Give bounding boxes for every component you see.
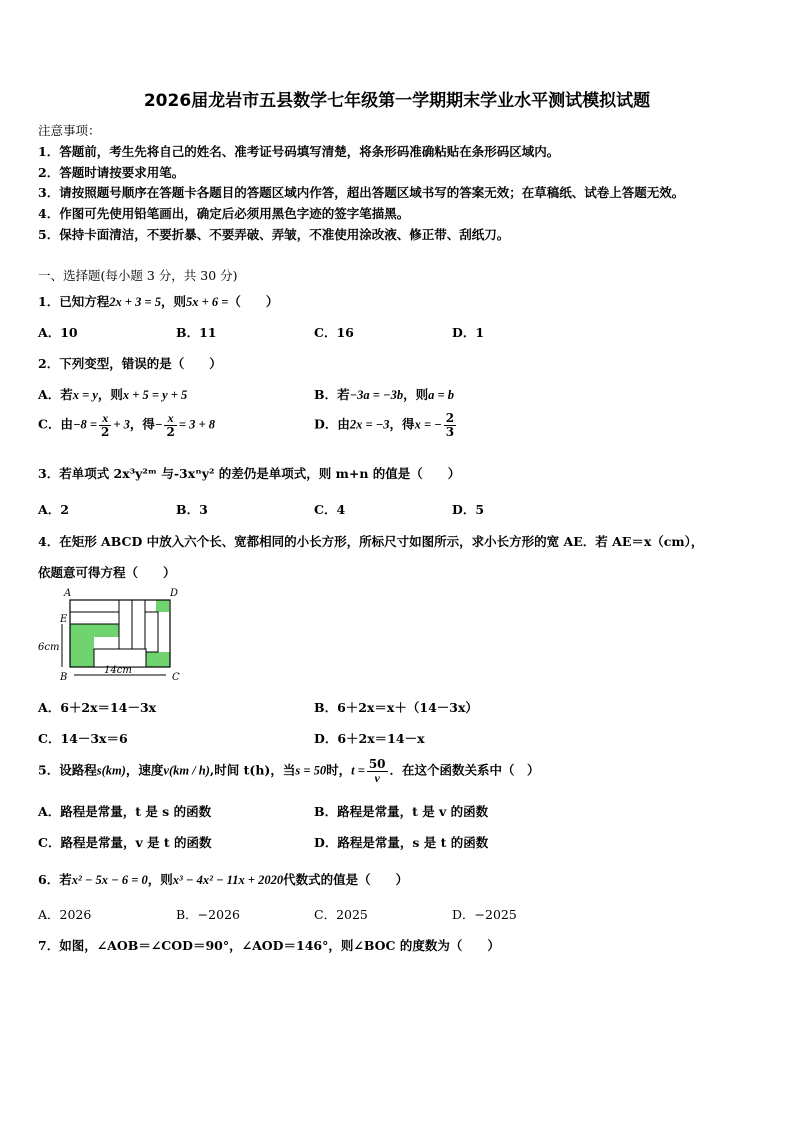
question-2: 2．下列变型，错误的是（ ） bbox=[38, 356, 222, 371]
q5-option-b: B．路程是常量，t 是 v 的函数 bbox=[314, 804, 489, 819]
q5-option-d: D．路程是常量，s 是 t 的函数 bbox=[314, 835, 489, 850]
notice-item: 1．答题前，考生先将自己的姓名、准考证号码填写清楚，将条形码准确粘贴在条形码区域内。 bbox=[38, 144, 560, 159]
label-a: A bbox=[64, 588, 72, 599]
small-rect bbox=[70, 612, 119, 624]
q1-option-d: D．1 bbox=[452, 325, 485, 340]
question-6: 6．若x² − 5x − 6 = 0，则x³ − 4x² − 11x + 2020代数式的值是（ ） bbox=[38, 872, 409, 887]
green-region-bottom-right bbox=[146, 652, 170, 667]
q3-option-b: B．3 bbox=[176, 502, 208, 517]
q1-option-c: C．16 bbox=[314, 325, 354, 340]
label-b: B bbox=[60, 672, 68, 683]
q2-option-c: C．由−8 = $\frac{x}{2}$ + 3，得− $\frac{x}{2}$ = 3 + 8 bbox=[38, 411, 215, 439]
q5-option-a: A．路程是常量，t 是 s 的函数 bbox=[38, 804, 212, 819]
q1-option-b: B．11 bbox=[176, 325, 217, 340]
green-region-top-right bbox=[156, 600, 169, 612]
notice-item: 3．请按照题号顺序在答题卡各题目的答题区域内作答，超出答题区域书写的答案无效；在草稿纸、试卷上答题无效。 bbox=[38, 185, 685, 200]
section-heading: 一、选择题(每小题 3 分，共 30 分) bbox=[38, 268, 238, 283]
page-title: 2026届龙岩市五县数学七年级第一学期期末学业水平测试模拟试题 bbox=[143, 91, 651, 111]
q4-option-b: B．6＋2x＝x＋（14－3x） bbox=[314, 700, 478, 715]
small-rect bbox=[70, 600, 119, 612]
q3-option-d: D．5 bbox=[452, 502, 485, 517]
q6-option-c: C．2025 bbox=[314, 907, 368, 922]
q4-option-c: C．14－3x＝6 bbox=[38, 731, 128, 746]
q4-option-d: D．6＋2x＝14－x bbox=[314, 731, 425, 746]
q5-option-c: C．路程是常量，v 是 t 的函数 bbox=[38, 835, 212, 850]
label-c: C bbox=[172, 672, 180, 683]
question-4-cont: 依题意可得方程（ ） bbox=[38, 565, 176, 580]
q2-option-a: A．若x = y，则x + 5 = y + 5 bbox=[38, 387, 188, 402]
notice-item: 5．保持卡面清洁，不要折暴、不要弄破、弄皱，不准使用涂改液、修正带、刮纸刀。 bbox=[38, 227, 510, 242]
q1-option-a: A．10 bbox=[38, 325, 78, 340]
label-height: 6cm bbox=[38, 642, 60, 653]
small-rect bbox=[132, 600, 145, 649]
q4-option-a: A．6＋2x＝14－3x bbox=[38, 700, 157, 715]
q6-option-a: A．2026 bbox=[38, 907, 92, 922]
q2-option-d: D．由2x = −3，得x = − $\frac{2}{3}$ bbox=[314, 411, 455, 439]
notice-heading: 注意事项： bbox=[38, 123, 101, 138]
question-7: 7．如图，∠AOB＝∠COD＝90°，∠AOD＝146°，则∠BOC 的度数为（ ） bbox=[38, 938, 500, 953]
question-4: 4．在矩形 ABCD 中放入六个长、宽都相同的小长方形，所标尺寸如图所示，求小长方形的宽 AE．若 AE＝x（cm）， bbox=[38, 534, 704, 549]
q3-option-c: C．4 bbox=[314, 502, 346, 517]
small-rect bbox=[119, 600, 132, 649]
q6-option-b: B．−2026 bbox=[176, 907, 240, 922]
notice-item: 4．作图可先使用铅笔画出，确定后必须用黑色字迹的签字笔描黑。 bbox=[38, 206, 410, 221]
label-e: E bbox=[60, 614, 68, 625]
q6-option-d: D．−2025 bbox=[452, 907, 517, 922]
question-5: 5．设路程s(km)，速度v(km / h),时间 t(h)，当s = 50时，t = $\frac{50}{v}$ ．在这个函数关系中（ ） bbox=[38, 757, 540, 785]
rectangle-figure bbox=[38, 584, 188, 684]
q2-option-b: B．若−3a = −3b，则a = b bbox=[314, 387, 454, 402]
question-1: 1．已知方程2x + 3 = 5，则5x + 6 =（ ） bbox=[38, 294, 279, 309]
q3-option-a: A．2 bbox=[38, 502, 69, 517]
label-d: D bbox=[170, 588, 179, 599]
question-3: 3．若单项式 2x³y²ᵐ 与-3xⁿy² 的差仍是单项式，则 m+n 的值是（ ） bbox=[38, 466, 461, 481]
green-region-left-top bbox=[70, 624, 119, 637]
small-rect bbox=[145, 612, 158, 652]
notice-item: 2．答题时请按要求用笔。 bbox=[38, 165, 185, 180]
label-width: 14cm bbox=[104, 665, 132, 676]
green-region-left-bottom bbox=[70, 637, 94, 667]
